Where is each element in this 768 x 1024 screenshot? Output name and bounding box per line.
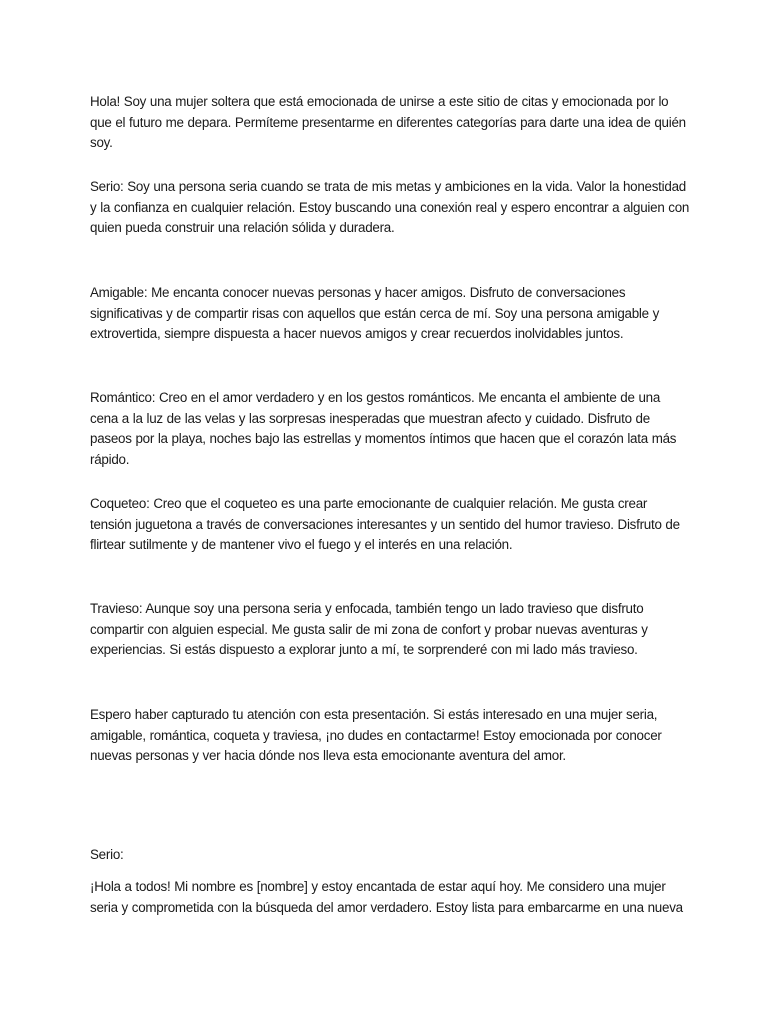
coqueteo-paragraph: Coqueteo: Creo que el coqueteo es una parte emocionante de cualquier relación. Me gusta crear tensión juguetona a través de conversaciones interesantes y un sentido del humor travieso. Disfruto de flirtear sutilmente y de mantener vivo el fuego y el interés en una relación. xyxy=(90,496,680,552)
travieso-paragraph: Travieso: Aunque soy una persona seria y enfocada, también tengo un lado travieso que disfruto compartir con alguien especial. Me gusta salir de mi zona de confort y probar nuevas aventuras y experiencias. Si estás dispuesto a explorar junto a mí, te sorprenderé con mi lado más travieso. xyxy=(90,601,648,657)
amigable-paragraph: Amigable: Me encanta conocer nuevas personas y hacer amigos. Disfruto de conversaciones significativas y de compartir risas con aquellos que están cerca de mí. Soy una persona amigable y extrovertida, siempre dispuesta a hacer nuevos amigos y crear recuerdos inolvidables juntos. xyxy=(90,285,660,341)
section-heading-serio: Serio: xyxy=(90,847,124,862)
romantico-paragraph: Romántico: Creo en el amor verdadero y en los gestos románticos. Me encanta el ambiente de una cena a la luz de las velas y las sorpresas inesperadas que muestran afecto y cuidado. Disfruto de paseos por la playa, noches bajo las estrellas y momentos íntimos que hacen que el corazón lata más rápido. xyxy=(90,390,677,467)
serio-intro-paragraph: ¡Hola a todos! Mi nombre es [nombre] y estoy encantada de estar aquí hoy. Me considero una mujer seria y comprometida con la búsqueda del amor verdadero. Estoy lista para embarcarme en una nueva xyxy=(90,879,683,915)
serio-paragraph: Serio: Soy una persona seria cuando se trata de mis metas y ambiciones en la vida. Valor la honestidad y la confianza en cualquier relación. Estoy buscando una conexión real y espero encontrar a alguien con quien pueda construir una relación sólida y duradera. xyxy=(90,179,690,235)
closing-paragraph: Espero haber capturado tu atención con esta presentación. Si estás interesado en una mujer seria, amigable, romántica, coqueta y traviesa, ¡no dudes en contactarme! Estoy emocionada por conocer nuevas personas y ver hacia dónde nos lleva esta emocionante aventura del amor. xyxy=(90,707,662,763)
intro-paragraph: Hola! Soy una mujer soltera que está emocionada de unirse a este sitio de citas y emocionada por lo que el futuro me depara. Permíteme presentarme en diferentes categorías para darte una idea de quién soy. xyxy=(90,94,686,150)
